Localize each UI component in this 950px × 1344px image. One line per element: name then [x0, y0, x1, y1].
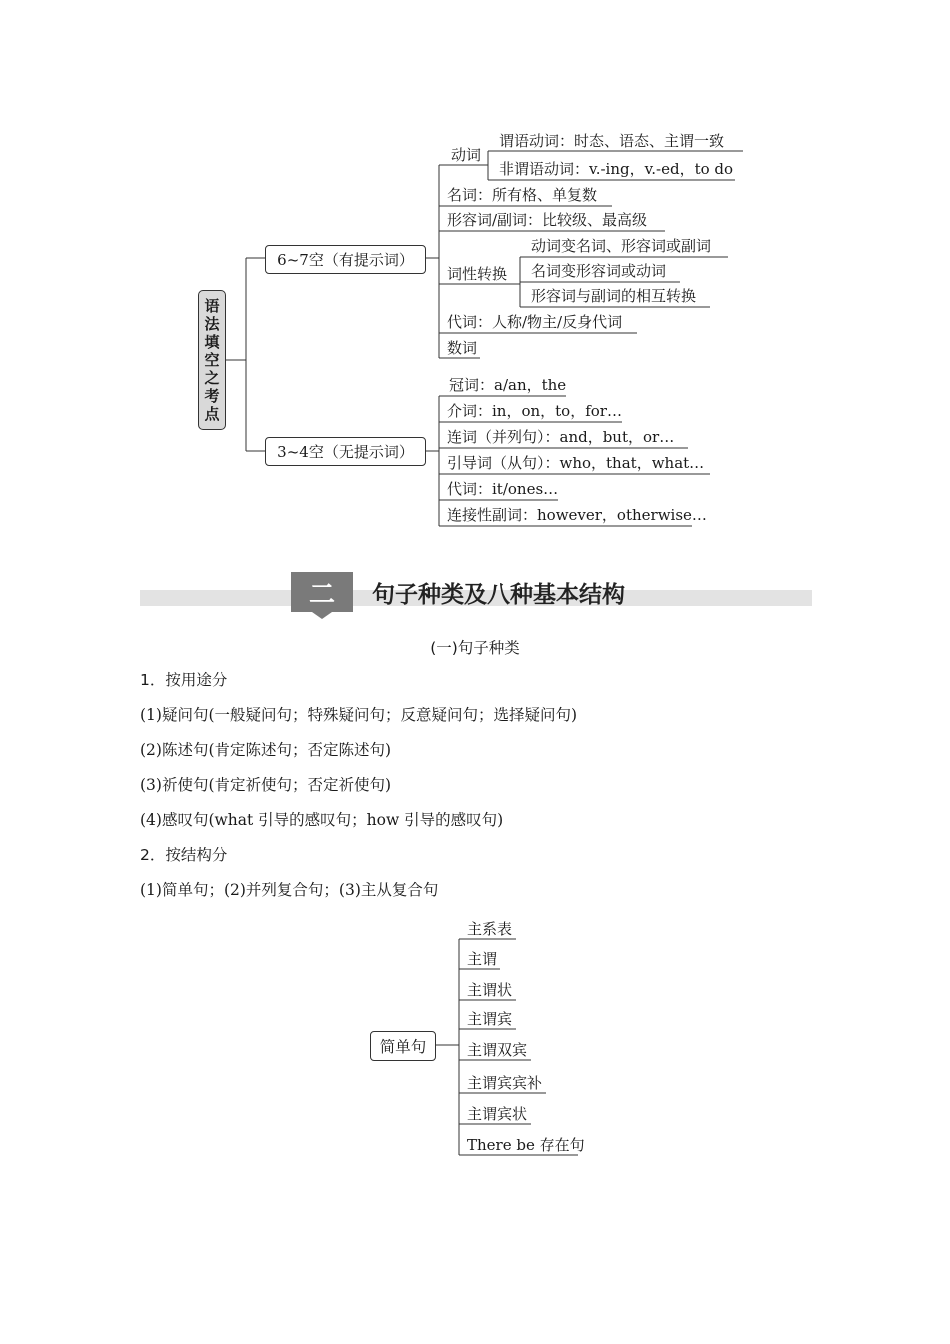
- section-title: 句子种类及八种基本结构: [372, 582, 625, 608]
- simple-sentence-root: [370, 1031, 436, 1061]
- conversion-item-2: 名词变形容词或动词: [531, 262, 667, 280]
- conversion-label: 词性转换: [447, 265, 508, 283]
- by-structure-heading: 2．按结构分: [140, 846, 228, 864]
- pattern-sva: 主谓状: [467, 981, 513, 999]
- section-number-badge: [291, 572, 353, 612]
- numeral-item: 数词: [447, 339, 478, 357]
- conversion-item-1: 动词变名词、形容词或副词: [531, 237, 712, 255]
- subsection-title: (一)句子种类: [430, 639, 520, 657]
- branch-with-hints: [265, 245, 426, 274]
- conjunctive-adverb-item: 连接性副词：however，otherwise…: [447, 506, 707, 524]
- verb-item-nonfinite: 非谓语动词：v.-ing，v.-ed，to do: [499, 160, 734, 178]
- mindmap-root-grammar-fill: [198, 290, 226, 430]
- verb-item-predicate: 谓语动词：时态、语态、主谓一致: [499, 132, 725, 150]
- branch-without-hints: [265, 437, 426, 466]
- by-use-item-1: (1)疑问句(一般疑问句；特殊疑问句；反意疑问句；选择疑问句): [140, 706, 578, 724]
- verb-label: 动词: [451, 146, 482, 164]
- branch-with-hints-label: 6~7空（有提示词）: [277, 251, 414, 269]
- pattern-svc: 主系表: [467, 920, 513, 938]
- pattern-svoc: 主谓宾宾补: [467, 1074, 543, 1092]
- adj-adv-item: 形容词/副词：比较级、最高级: [447, 211, 648, 229]
- preposition-item: 介词：in，on，to，for…: [447, 402, 622, 420]
- conjunction-item: 连词（并列句）：and，but，or…: [447, 428, 675, 446]
- by-use-heading: 1．按用途分: [140, 671, 228, 689]
- pattern-svo: 主谓宾: [467, 1010, 513, 1028]
- branch-without-hints-label: 3~4空（无提示词）: [277, 443, 414, 461]
- conversion-item-3: 形容词与副词的相互转换: [531, 287, 697, 305]
- section-number: 二: [308, 579, 335, 610]
- pronoun-item: 代词：人称/物主/反身代词: [447, 313, 623, 331]
- by-use-item-3: (3)祈使句(肯定祈使句；否定祈使句): [140, 776, 392, 794]
- pattern-sv: 主谓: [467, 950, 498, 968]
- pattern-there-be: There be 存在句: [467, 1136, 585, 1154]
- noun-item: 名词：所有格、单复数: [447, 186, 598, 204]
- by-use-item-2: (2)陈述句(肯定陈述句；否定陈述句): [140, 741, 392, 759]
- connective-item: 引导词（从句）：who，that，what…: [447, 454, 705, 472]
- by-structure-text: (1)简单句；(2)并列复合句；(3)主从复合句: [140, 881, 439, 899]
- root-char: 语 法 填 空 之 考 点: [204, 297, 220, 423]
- article-item: 冠词：a/an，the: [449, 376, 567, 394]
- simple-sentence-root-label: 简单句: [379, 1038, 427, 1056]
- by-use-item-4: (4)感叹句(what 引导的感叹句；how 引导的感叹句): [140, 811, 504, 829]
- pattern-svoo: 主谓双宾: [467, 1041, 528, 1059]
- pattern-svoa: 主谓宾状: [467, 1105, 528, 1123]
- pronoun-b-item: 代词：it/ones…: [447, 480, 559, 498]
